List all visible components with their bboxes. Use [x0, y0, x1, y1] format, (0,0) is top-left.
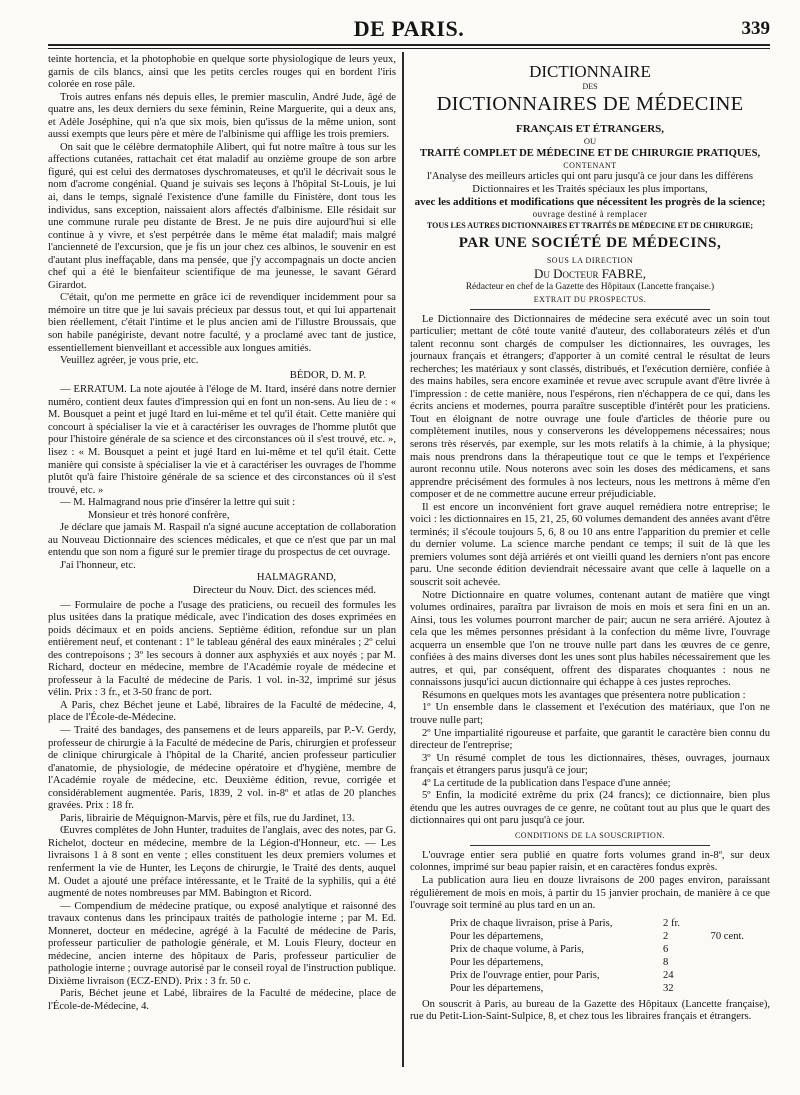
book-notice: Œuvres complètes de John Hunter, traduites de l'anglais, avec des notes, par G. Richelot, docteur en médecine, membre de la Légion-d'Honneur, etc. — Les livraisons 1 à 8 sont en vente ; elles constituent les deux premiers volumes et renferment la vie de Hunter, les Leçons de chirurgie, le Traité des dents, auquel M. Oudet a ajouté une préface intéressante, et le Traité de la syphilis, qui a été augmenté de notes nombreuses par MM. Babington et Ricord.: [48, 825, 396, 900]
header-rule: [48, 44, 770, 46]
price-label: Prix de chaque volume, à Paris,: [450, 943, 584, 955]
ad-title-line2: DICTIONNAIRES DE MÉDECINE: [436, 93, 744, 115]
advantage-item: 3º Un résumé complet de tous les dictionnaires, thèses, ouvrages, journaux français et étrangers parus jusqu'à ce jour;: [410, 752, 770, 777]
paragraph: Je déclare que jamais M. Raspail n'a signé aucune acceptation de collaboration au Nouveau Dictionnaire des sciences médicales, et que ce n'est que par un mal entendu que son nom a figuré sur le premier tirage du prospectus de cet ouvrage.: [48, 522, 396, 559]
salutation: Monsieur et très honoré confrère,: [88, 509, 230, 521]
advantage-item: 2º Une impartialité rigoureuse et parfaite, que garantit le caractère bien connu du directeur de l'entreprise;: [410, 727, 770, 752]
book-notice: — Compendium de médecine pratique, ou exposé analytique et raisonné des travaux contenus dans les principaux traités de pathologie interne ; par M. Ed. Monneret, docteur en médecine, agrégé à la Faculté de médecine de Paris, professeur particulier de pathologie générale, et M. Louis Fleury, docteur en médecine, ancien interne des hôpitaux de Paris, professeur particulier de pathologie interne ; ouvrage autorisé par le conseil royal de l'instruction publique. Dixième livraison (ECZ-END). Prix : 3 fr. 50 c.: [48, 900, 396, 987]
ad-tous: TOUS LES AUTRES DICTIONNAIRES ET TRAITÉS DE MÉDECINE ET DE CHIRURGIE;: [426, 221, 754, 230]
ad-ou: OU: [583, 136, 597, 146]
page-number: 339: [741, 18, 770, 39]
price-row: [450, 943, 770, 956]
subscription-address: On souscrit à Paris, au bureau de la Gazette des Hôpitaux (Lancette française), rue du Petit-Lion-Saint-Sulpice, 8, et chez tous les libraires français et étrangers.: [410, 998, 770, 1023]
ad-contenant: CONTENANT: [563, 161, 617, 170]
publisher-address: Paris, librairie de Méquignon-Marvis, père et fils, rue du Jardinet, 13.: [60, 812, 355, 824]
ad-docteur: Du Docteur FABRE,: [534, 266, 646, 281]
price-row: [450, 982, 770, 995]
ad-title-des: DES: [582, 82, 598, 91]
erratum-paragraph: — ERRATUM. La note ajoutée à l'éloge de M. Itard, inséré dans notre dernier numéro, contient deux fautes d'impression qui en font un non-sens. Au lieu de : « M. Bousquet a peint et jugé Itard en lui-même et tel qu'il était. Cette manière qui concourt à spécialiser la vie et à caractériser les ouvrages de l'homme plutôt que pour l'histoire générale de sa science et des circonstances où il s'est trouvé, etc. », lisez : « M. Bousquet a peint et jugé Itard en lui-même et tel qu'il était. Cette manière qui consiste à spécialiser la vie et à caractériser les ouvrages de l'homme plutôt qu'à faire l'histoire générale de sa science et des circonstances où il s'est trouvé, etc. »: [48, 384, 396, 496]
price-value: 2: [663, 930, 669, 942]
price-value: 8: [663, 956, 669, 968]
running-title: DE PARIS.: [353, 16, 465, 41]
ad-paragraph: Résumons en quelques mots les avantages que présentera notre publication :: [422, 689, 746, 701]
ad-societe: PAR UNE SOCIÉTÉ DE MÉDECINS,: [458, 235, 722, 251]
signature: BÉDOR, D. M. P.: [289, 369, 366, 381]
condition-paragraph: L'ouvrage entier sera publié en quatre forts volumes grand in-8º, sur deux colonnes, imprimé sur beau papier raisin, et en caractères fondus exprès.: [410, 849, 770, 874]
ad-paragraph: Il est encore un inconvénient fort grave auquel remédiera notre entreprise; le voici : les dictionnaires en 15, 21, 25, 60 volumes demandent des années avant d'être terminés; il s'écoule toujours 5, 6, 8 ou 10 ans entre l'apparition du premier et celle du dernier volume. La science marche pendant ce temps; il suit de là que les premiers volumes sont déjà arriérés et ont vieilli quand les derniers n'ont pas encore paru. Une seconde édition deviendrait nécessaire avant que celle à laquelle on a souscrit soit achevée.: [410, 501, 770, 588]
ad-destine: ouvrage destiné à remplacer: [532, 209, 648, 219]
ad-traite: TRAITÉ COMPLET DE MÉDECINE ET DE CHIRURGIE PRATIQUES,: [419, 148, 761, 159]
price-row: [450, 969, 770, 982]
page-header: [48, 16, 770, 44]
advantage-item: 1º Un ensemble dans le classement et l'exécution des matériaux, que l'on ne trouve nulle part;: [410, 702, 770, 726]
advantage-item: 5º Enfin, la modicité extrême du prix (24 francs); ce dictionnaire, bien plus étendu que les autres ouvrages de ce genre, ne coûtant tout au plus que le quart des dictionnaires qui ont paru jusqu'à ce jour.: [410, 790, 770, 827]
ad-title-line1: DICTIONNAIRE: [529, 62, 651, 81]
paragraph: teinte hortencia, et la photophobie en quelque sorte physiologique de leurs yeux, garnis de cils blancs, ainsi que les petits cercles rouges qui en bordent l'iris colorée en rose pâle.: [48, 54, 396, 91]
ad-extrait: EXTRAIT DU PROSPECTUS.: [533, 294, 647, 304]
price-extra: [711, 917, 770, 930]
paragraph: J'ai l'honneur, etc.: [60, 559, 136, 571]
conditions-heading: CONDITIONS DE LA SOUSCRIPTION.: [514, 830, 666, 840]
advantage-item: 4º La certitude de la publication dans l'espace d'une année;: [422, 777, 671, 789]
price-value: 24: [663, 969, 674, 981]
ad-redacteur: Rédacteur en chef de la Gazette des Hôpitaux (Lancette française.): [465, 282, 715, 292]
separator: [470, 309, 710, 310]
price-extra: [711, 956, 770, 969]
right-column-advertisement: [410, 58, 770, 1024]
column-divider: [402, 52, 404, 1067]
price-row: [450, 956, 770, 969]
signature-name: HALMAGRAND,: [256, 572, 336, 584]
price-row: [450, 917, 770, 930]
price-label: Pour les départemens,: [450, 982, 544, 994]
publisher-address: Paris, Béchet jeune et Labé, libraires de la Faculté de médecine, place de l'École-de-Médecine, 4.: [48, 988, 396, 1013]
price-row: [450, 930, 770, 943]
book-notice: — Formulaire de poche a l'usage des praticiens, ou recueil des formules les plus usitées dans la pratique médicale, avec l'indication des doses exprimées en poids décimaux et en poids anciens. Septième édition, refondue sur un plan entièrement neuf, et contenant : 1º le tableau général des eaux minérales ; 2º celui des contrepoisons ; 3º les secours à donner aux asphyxiés et aux noyés ; par M. Richard, docteur en médecine, membre de l'Académie royale de médecine et professeur à la Faculté de médecine de Paris. 1 vol. in-32, imprimé sur jésus vélin. Prix : 3 fr., et 3-50 franc de port.: [48, 599, 396, 699]
ad-additions: avec les additions et modifications que nécessitent les progrès de la science;: [414, 196, 766, 208]
paragraph: C'était, qu'on me permette en grâce ici de revendiquer incidemment pour sa mémoire un titre que je lui savais précieux par dessus tout, et qui lui appartenait bien réellement, c'était l'intime et le plus ancien ami de l'illustre Broussais, que son habile panégiriste, devant notre faculté, y a proclamé avec tant de justice, essentiellement bienveillant et accessible aux longues amitiés.: [48, 292, 396, 354]
paragraph: On sait que le célèbre dermatophile Alibert, qui fut notre maître à tous sur les affections cutanées, rattachait cet état maladif au onzième groupe de son arbre figuré, qui est celui des dermatoses dyschromateuses, et qu'il le décrivait sous le nom d'acrome congénial. Quand je suivais ses leçons à l'hôpital St-Louis, je lui ai, dans le temps, signalé l'existence d'une famille du Finistère, dont tous les individus, sans exception, naissaient alors affectés d'albinisme. Elle résidait sur une commune rurale peu distante de Brest. Je ne puis dire aujourd'hui si elle continue à y vivre, et s'est perpétrée dans le même état maladif; mais malgré l'ancienneté de l'excursion, que je fis un jour chez ces albinos, le souvenir en est d'autant plus ineffaçable, dans ma pensée, que j'y accompagnais un docte ancien chef qui a été le bienfaiteur scientifique de ma jeunesse, le savant Gérard Girardot.: [48, 141, 396, 291]
price-table: [450, 917, 770, 995]
price-value: 6: [663, 943, 669, 955]
paragraph: Trois autres enfans nés depuis elles, le premier masculin, André Jude, âgé de quatre ans, les deux derniers du sexe féminin, Reine Marguerite, qui a deux ans, et Adèle Joséphine, qui n'a que six mois, bien qu'issus de la même union, sont aussi exempts que leurs père et mère de l'albinisme qui afflige les trois premiers.: [48, 91, 396, 141]
price-extra: [711, 943, 770, 956]
condition-paragraph: La publication aura lieu en douze livraisons de 200 pages environ, paraissant régulièrement de mois en mois, à partir du 15 janvier prochain, de manière à ce que l'ouvrage soit terminé au plus tard en un an.: [410, 875, 770, 912]
ad-direction: SOUS LA DIRECTION: [546, 256, 634, 265]
book-notice: — Traité des bandages, des pansemens et de leurs appareils, par P.-V. Gerdy, professeur de chirurgie à la Faculté de médecine de Paris, chirurgien et professeur de clinique chirurgicale à l'hôpital de la Charité, ancien professeur particulier d'anatomie, de physiologie, de médecine opératoire et d'hygiène, membre de l'Académie royale de médecine, etc. Deuxième édition, revue, corrigée et considérablement augmentée. Paris, 1839, 2 vol. in-8º et atlas de 20 planches gravées. Prix : 18 fr.: [48, 724, 396, 812]
price-label: Prix de chaque livraison, prise à Paris,: [450, 917, 613, 929]
price-extra: [711, 982, 770, 995]
ad-paragraph: Le Dictionnaire des Dictionnaires de médecine sera exécuté avec un soin tout particulier; mettant de côté toute vanité d'auteur, des collaborateurs zélés et d'un talent reconnu sont chargés de compulser les dictionnaires, les ouvrages, les journaux français et étrangers; d'apporter à un comité central le résultat de leurs recherches; les matériaux y sont classés, distribués, et l'exécution dernière, confiée à des mains habiles, sera encore examinée et revue avec scrupule avant d'être livrée à l'impression : de cette manière, nous l'espérons, rien n'échappera de ce qui, dans les écrits anciens et modernes, pourra paraître susceptible d'intérêt pour les praticiens. Tout en éloignant de notre ouvrage une foule d'articles de théorie pure ou complètement inutiles, nous y conserverons les développemens nécessaires; nous serons très réservés, par exemple, sur les mots relatifs à la chimie, à la physique; mais nous prendrons dans la thérapeutique tout ce que le temps et l'expérience auront reconnu utile. Nous noterons avec soin les doses des médicamens, et sans apprendre précisément des formules à nos lecteurs, nous les mettrons à même d'en composer et de ne commettre aucune erreur préjudiciable.: [410, 313, 770, 501]
signature-title: Directeur du Nouv. Dict. des sciences méd.: [192, 584, 376, 596]
separator: [470, 845, 710, 846]
paragraph: Veuillez agréer, je vous prie, etc.: [60, 355, 199, 367]
paragraph: — M. Halmagrand nous prie d'insérer la lettre qui suit :: [60, 497, 296, 509]
ad-analyse: l'Analyse des meilleurs articles qui ont paru jusqu'à ce jour dans les différens Dictionnaires et les Traités spéciaux les plus importans,: [426, 171, 754, 195]
ad-subtitle: FRANÇAIS ET ÉTRANGERS,: [515, 123, 665, 135]
price-value: 2 fr.: [663, 917, 681, 929]
publisher-address: A Paris, chez Béchet jeune et Labé, libraires de la Faculté de médecine, 4, place de l'École-de-Médecine.: [48, 699, 396, 724]
price-label: Prix de l'ouvrage entier, pour Paris,: [450, 969, 600, 981]
price-extra: [711, 969, 770, 982]
price-label: Pour les départemens,: [450, 930, 544, 942]
ad-paragraph: Notre Dictionnaire en quatre volumes, contenant autant de matière que vingt volumes ordinaires, paraîtra par livraison de mois en mois et sera fini en un an. Ainsi, tous les volumes pourront marcher de pair; aucun ne sera arriéré. Ajoutez à cela que les mêmes personnes présidant à la confection du même livre, l'ouvrage acquerra un ensemble que l'on ne trouve nulle part dans les œuvres de ce genre, confiées à des mains diverses dont les unes sont plus habiles nécessairement que les autres, et qui, par conséquent, offrent des disparates choquantes : nous ne connaissons jusqu'ici aucun dictionnaire qui échappe à ces justes reproches.: [410, 589, 770, 689]
price-value: 32: [663, 982, 674, 994]
price-extra: 70 cent.: [710, 930, 745, 942]
price-label: Pour les départemens,: [450, 956, 544, 968]
header-rule-thin: [48, 48, 770, 49]
left-column: [48, 54, 396, 1014]
